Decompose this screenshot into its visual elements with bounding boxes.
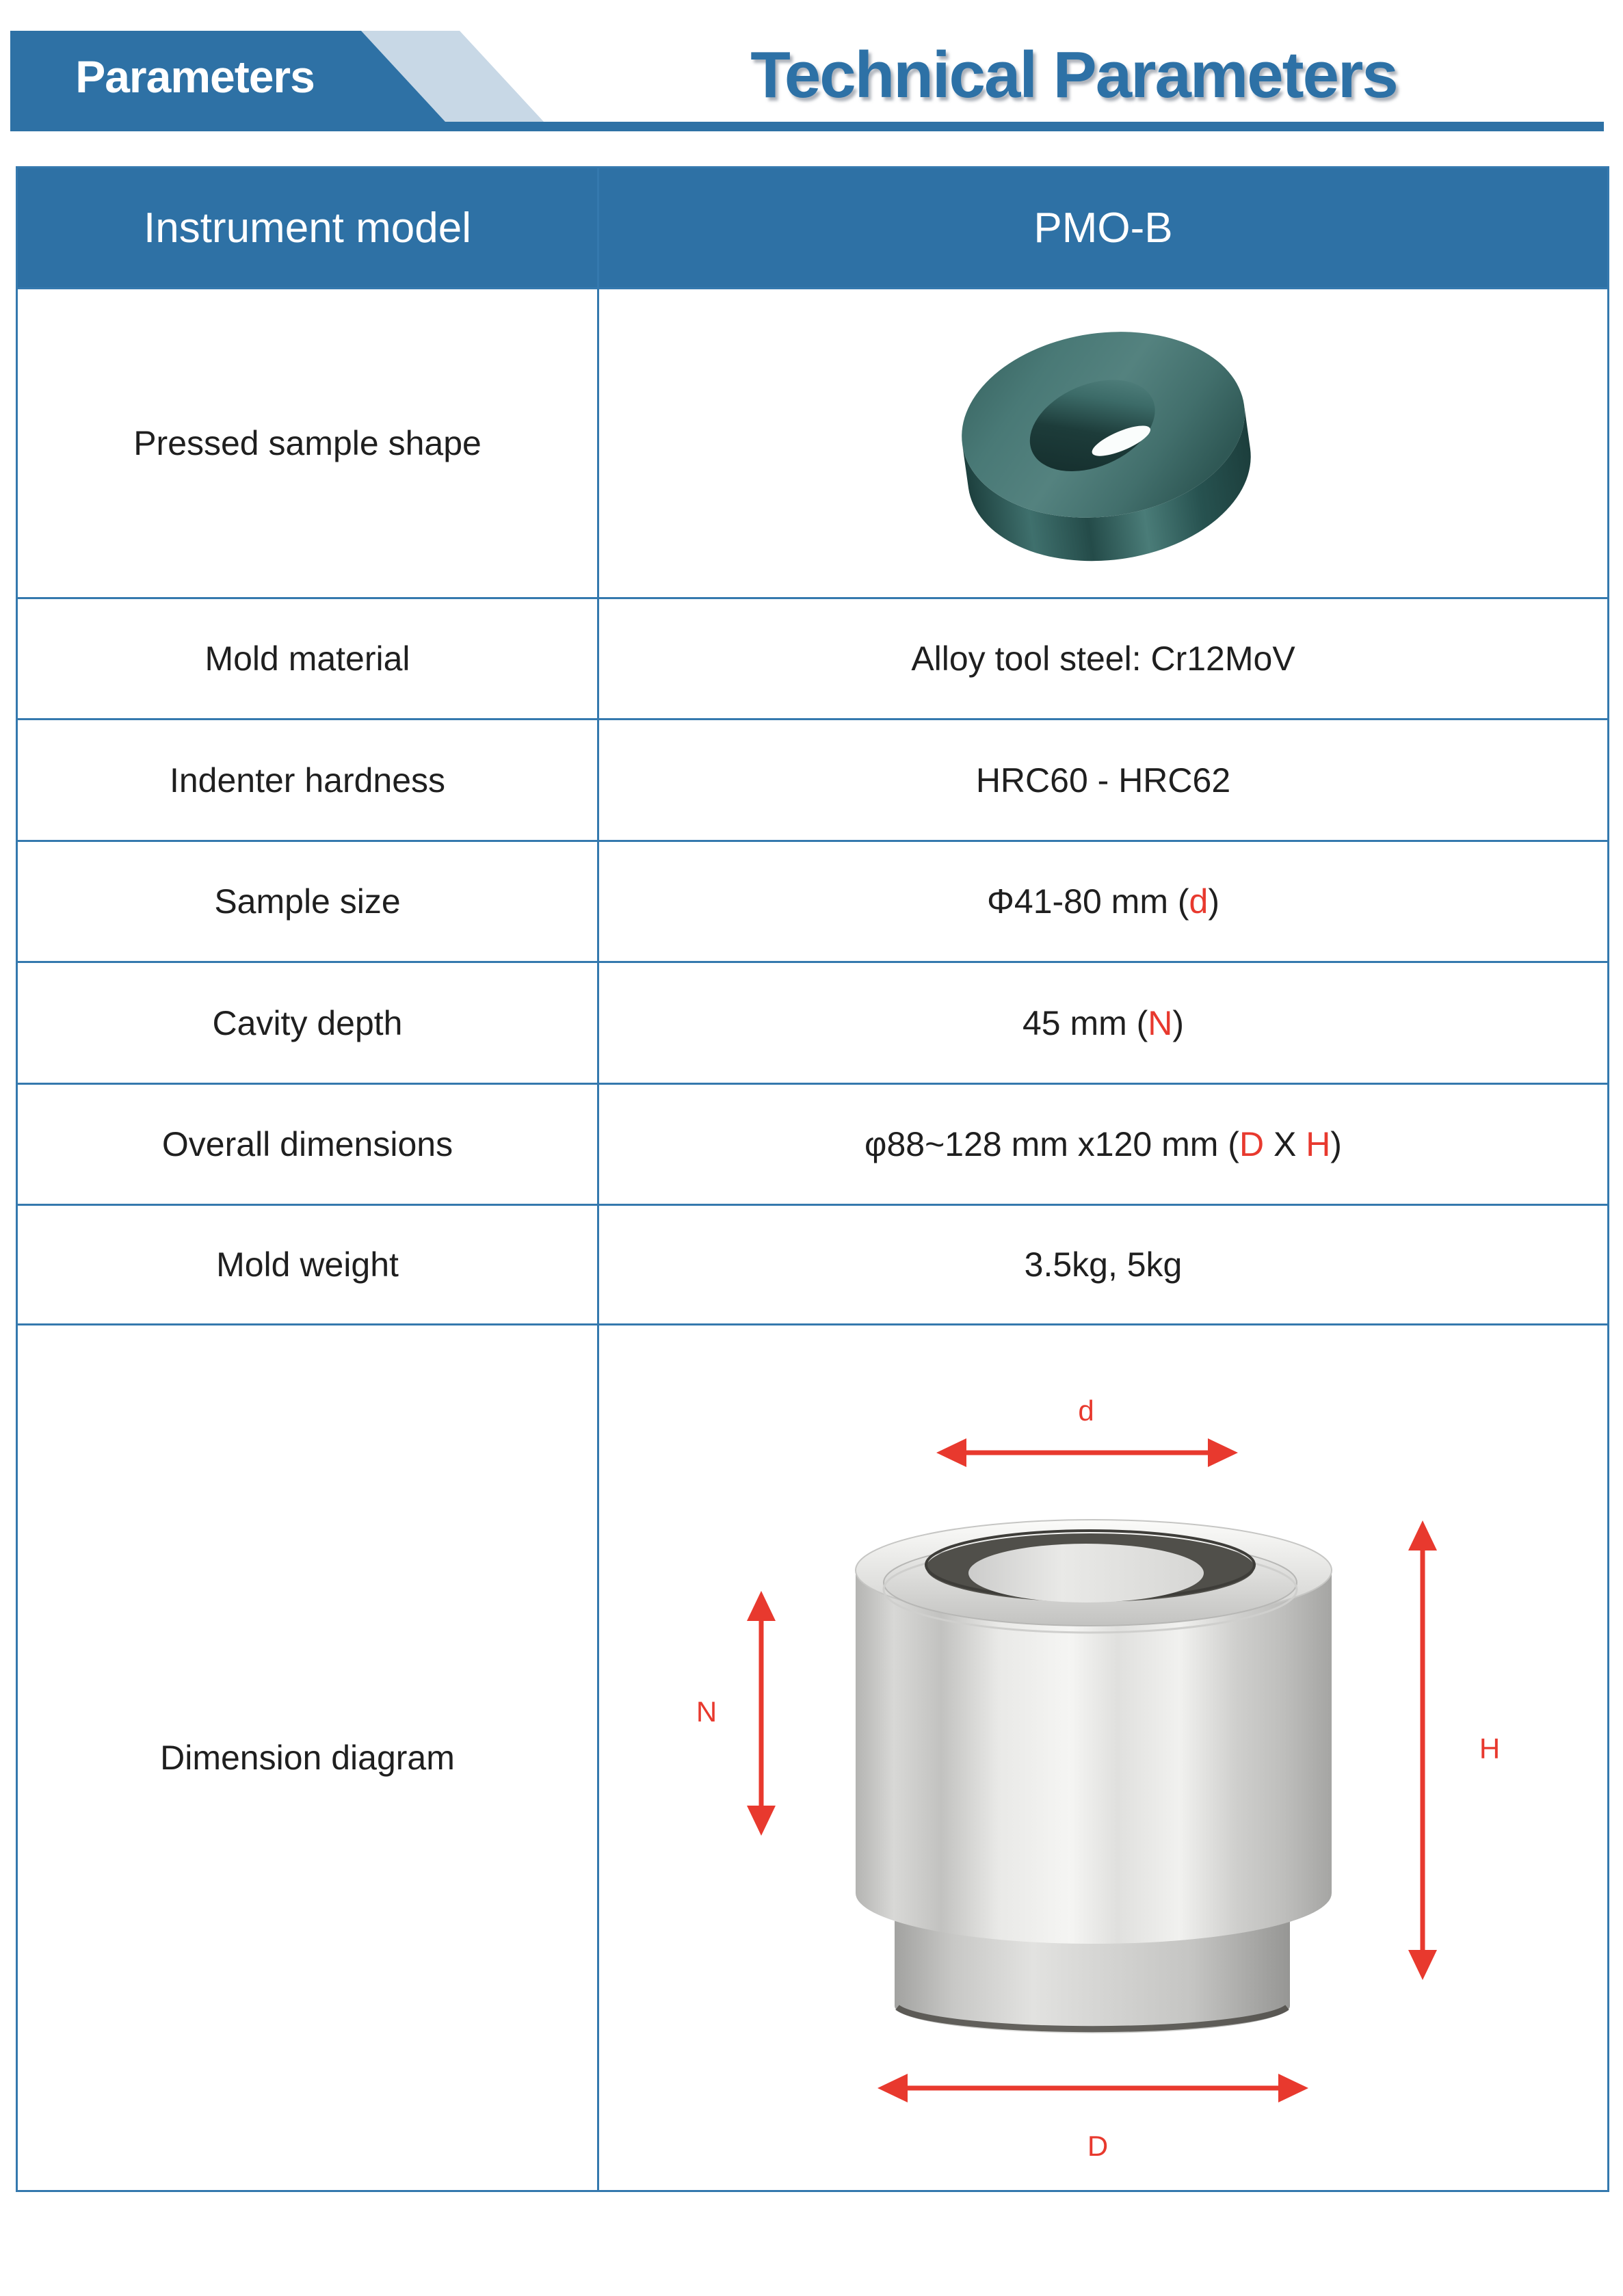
cavity-depth-red-n: N bbox=[1148, 1003, 1173, 1042]
row-value-sample-size bbox=[599, 842, 1607, 963]
dimension-diagram-image bbox=[599, 1327, 1607, 2189]
indenter-hardness-value: HRC60 - HRC62 bbox=[975, 761, 1231, 800]
dim-label-n: N bbox=[696, 1695, 717, 1728]
row-label-dimension-diagram bbox=[18, 1325, 599, 2190]
mold-plug bbox=[968, 1544, 1204, 1602]
header-model-value: PMO-B bbox=[1033, 204, 1173, 252]
overall-dimensions-label: Overall dimensions bbox=[161, 1125, 453, 1163]
dim-label-d: d bbox=[1078, 1394, 1094, 1427]
dim-label-d-outer: D bbox=[1087, 2129, 1109, 2162]
cavity-depth-value: 45 mm (N) bbox=[1022, 1003, 1185, 1042]
row-value-mold-material bbox=[599, 599, 1607, 720]
dim-label-h: H bbox=[1479, 1732, 1501, 1765]
row-label-sample-size bbox=[18, 842, 599, 963]
pressed-sample-shape-label: Pressed sample shape bbox=[133, 424, 481, 462]
row-value-dimension-diagram bbox=[599, 1325, 1607, 2190]
header-instrument-model-label: Instrument model bbox=[144, 204, 471, 252]
parameters-table bbox=[16, 166, 1609, 2192]
indenter-hardness-label: Indenter hardness bbox=[169, 761, 446, 800]
mold-weight-value: 3.5kg, 5kg bbox=[1024, 1245, 1183, 1284]
mold-weight-label: Mold weight bbox=[216, 1245, 399, 1284]
sample-size-red-d: d bbox=[1189, 882, 1209, 921]
banner-tab-label: Parameters bbox=[75, 51, 315, 102]
banner-underline-bar bbox=[10, 122, 1604, 131]
row-label-pressed-sample-shape bbox=[18, 289, 599, 599]
page-title: Technical Parameters bbox=[750, 38, 1397, 111]
row-label-overall-dimensions bbox=[18, 1085, 599, 1206]
row-label-indenter-hardness bbox=[18, 720, 599, 842]
mold-material-value: Alloy tool steel: Cr12MoV bbox=[911, 639, 1295, 678]
row-value-pressed-sample-shape bbox=[599, 289, 1607, 599]
overall-dimensions-red-d: D bbox=[1239, 1125, 1265, 1163]
row-value-cavity-depth bbox=[599, 963, 1607, 1085]
header-cell-model-value bbox=[599, 168, 1607, 289]
teal-ring-image bbox=[599, 289, 1607, 597]
header-cell-instrument-model bbox=[18, 168, 599, 289]
row-label-mold-material bbox=[18, 599, 599, 720]
dimension-diagram-label: Dimension diagram bbox=[160, 1739, 455, 1777]
row-value-indenter-hardness bbox=[599, 720, 1607, 842]
row-value-mold-weight bbox=[599, 1206, 1607, 1325]
sample-size-value: Φ41-80 mm (d) bbox=[987, 882, 1219, 921]
row-label-mold-weight bbox=[18, 1206, 599, 1325]
overall-dimensions-red-h: H bbox=[1306, 1125, 1331, 1163]
row-label-cavity-depth bbox=[18, 963, 599, 1085]
sample-size-label: Sample size bbox=[214, 882, 401, 921]
overall-dimensions-value: φ88~128 mm x120 mm (D X H) bbox=[865, 1125, 1342, 1163]
mold-material-label: Mold material bbox=[204, 639, 410, 678]
cavity-depth-label: Cavity depth bbox=[212, 1003, 403, 1042]
row-value-overall-dimensions bbox=[599, 1085, 1607, 1206]
